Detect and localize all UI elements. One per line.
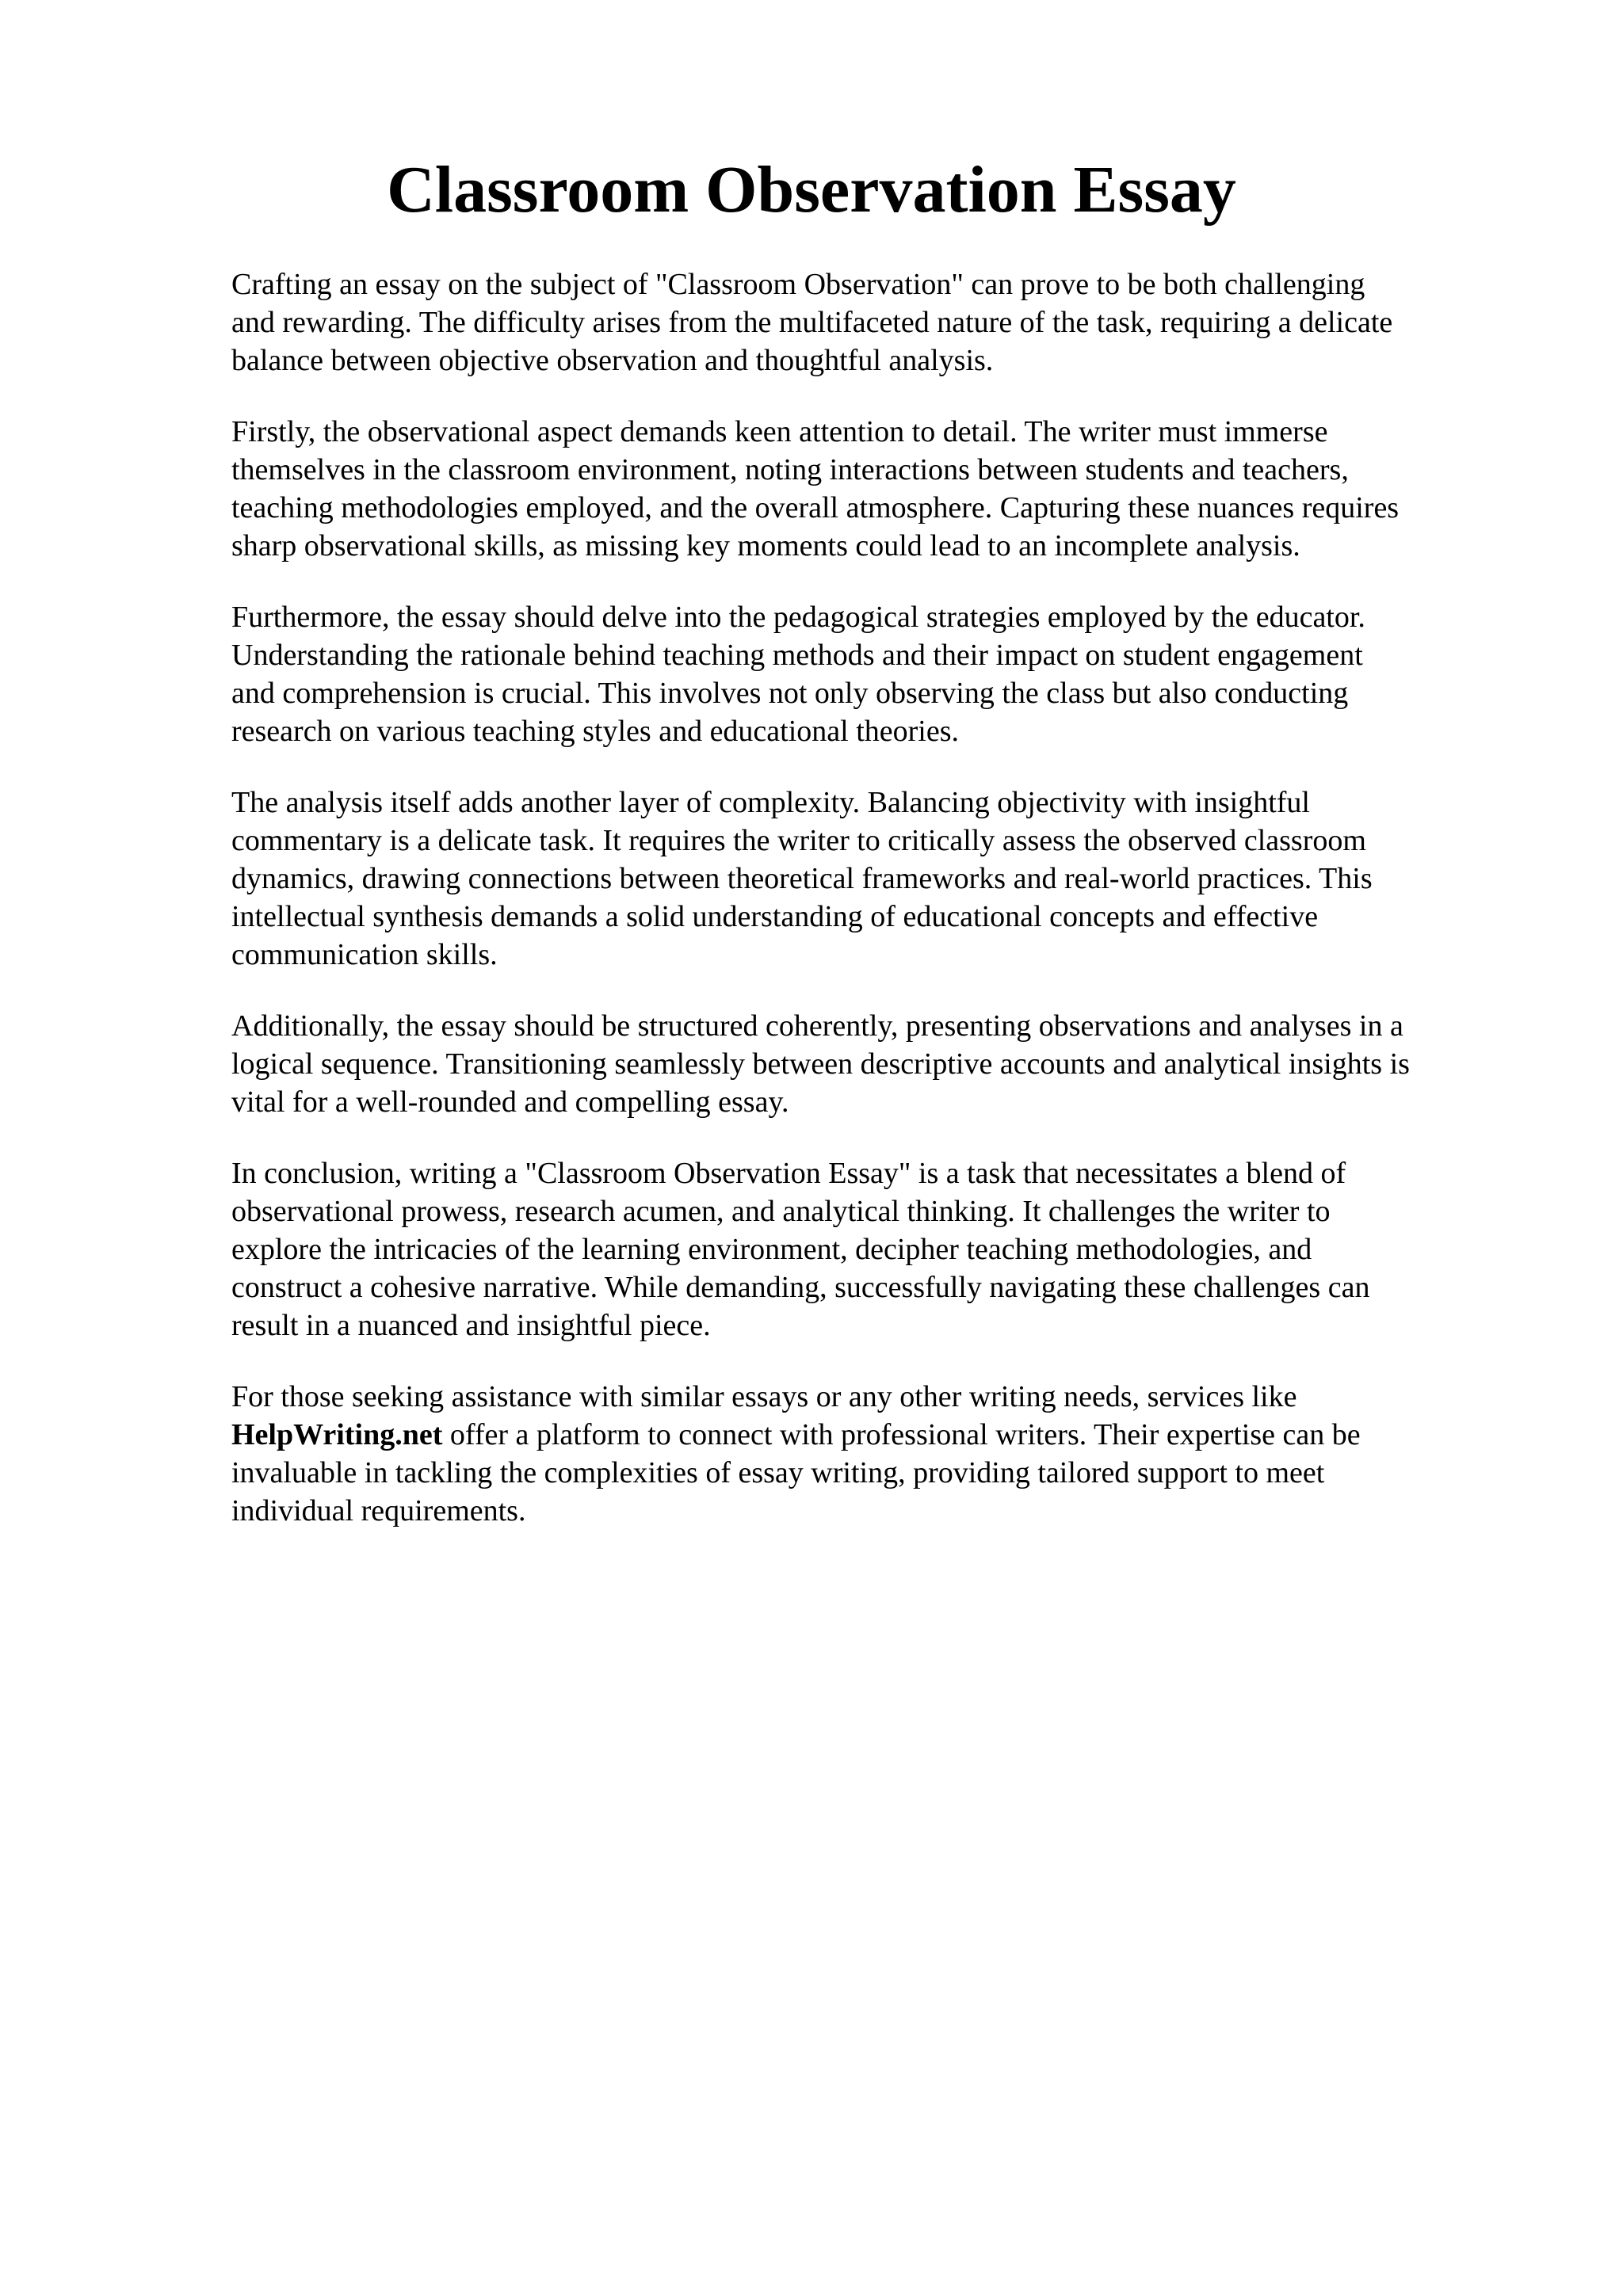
text-line: dynamics, drawing connections between theoretical frameworks and real-world practices. This <box>231 862 1373 895</box>
text-fragment: offer a platform to connect with professional writers. Their expertise can be <box>442 1418 1361 1451</box>
paragraph-4 <box>231 784 1563 974</box>
text-line: sharp observational skills, as missing key moments could lead to an incomplete analysis. <box>231 529 1300 563</box>
text-line: Furthermore, the essay should delve into the pedagogical strategies employed by the educator. <box>231 601 1365 634</box>
text-line: Firstly, the observational aspect demands keen attention to detail. The writer must immerse <box>231 415 1328 448</box>
paragraph-6 <box>231 1154 1563 1344</box>
text-line: observational prowess, research acumen, and analytical thinking. It challenges the writer to <box>231 1195 1331 1228</box>
paragraph-3 <box>231 598 1563 750</box>
text-line: invaluable in tackling the complexities of essay writing, providing tailored support to meet <box>231 1456 1325 1489</box>
brand-name: HelpWriting.net <box>231 1418 443 1451</box>
paragraph-1 <box>231 265 1563 379</box>
text-line: In conclusion, writing a "Classroom Observation Essay" is a task that necessitates a blend of <box>231 1157 1346 1190</box>
paragraph-7 <box>231 1378 1563 1530</box>
text-line: communication skills. <box>231 938 498 971</box>
text-line: result in a nuanced and insightful piece. <box>231 1309 711 1342</box>
text-line: and comprehension is crucial. This involves not only observing the class but also conducting <box>231 677 1349 710</box>
page-title: Classroom Observation Essay <box>387 153 1236 227</box>
text-line: For those seeking assistance with similar essays or any other writing needs, services like <box>231 1380 1297 1413</box>
essay-body <box>231 265 1563 1563</box>
text-line: teaching methodologies employed, and the overall atmosphere. Capturing these nuances requires <box>231 491 1400 524</box>
text-line: research on various teaching styles and educational theories. <box>231 715 959 748</box>
paragraph-2 <box>231 413 1563 565</box>
text-line: intellectual synthesis demands a solid understanding of educational concepts and effective <box>231 900 1319 933</box>
text-line: The analysis itself adds another layer of complexity. Balancing objectivity with insightful <box>231 786 1310 819</box>
text-line: Crafting an essay on the subject of "Classroom Observation" can prove to be both challenging <box>231 268 1365 301</box>
text-line-with-brand <box>231 1416 1563 1454</box>
text-line: logical sequence. Transitioning seamlessly between descriptive accounts and analytical insights is <box>231 1047 1410 1081</box>
text-line: construct a cohesive narrative. While demanding, successfully navigating these challenges can <box>231 1271 1370 1304</box>
text-line: vital for a well-rounded and compelling essay. <box>231 1085 789 1119</box>
text-line: Understanding the rationale behind teaching methods and their impact on student engagement <box>231 639 1363 672</box>
text-line: themselves in the classroom environment, noting interactions between students and teachers, <box>231 453 1349 486</box>
text-line: commentary is a delicate task. It requires the writer to critically assess the observed classroom <box>231 824 1366 857</box>
paragraph-5 <box>231 1007 1563 1121</box>
text-line: and rewarding. The difficulty arises from the multifaceted nature of the task, requiring a delicate <box>231 306 1393 339</box>
text-line: explore the intricacies of the learning environment, decipher teaching methodologies, and <box>231 1233 1312 1266</box>
text-line: individual requirements. <box>231 1494 526 1527</box>
text-line: Additionally, the essay should be structured coherently, presenting observations and analyses in a <box>231 1009 1403 1043</box>
text-line: balance between objective observation and thoughtful analysis. <box>231 344 994 377</box>
